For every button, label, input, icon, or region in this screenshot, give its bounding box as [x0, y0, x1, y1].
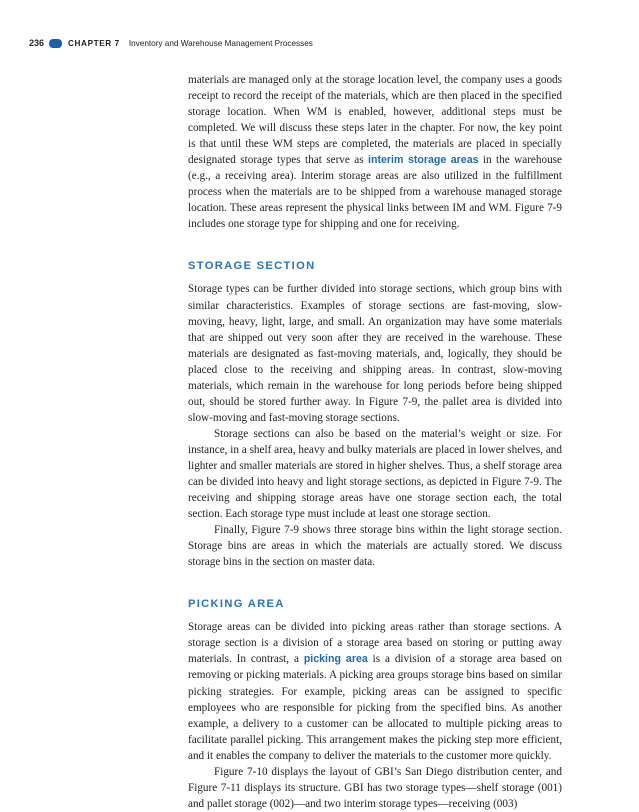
- chapter-label: CHAPTER 7: [68, 38, 120, 48]
- paragraph: Storage types can be further divided into storage sections, which group bins with similar characteristics. Examples of storage sections are fast-moving, slow-moving, heavy, light, large, and small. An organization may have some materials that are shipped out very soon after they are received in the warehouse. These materials are designated as fast-moving materials, and, logically, they should be placed close to the receiving and shipping areas. In contrast, slow-moving materials, which remain in the warehouse for long periods before being shipped out, should be stored further away. In Figure 7-9, the pallet area is divided into slow-moving and fast-moving storage sections.: [188, 283, 562, 424]
- section-heading-storage-section: STORAGE SECTION: [188, 260, 316, 273]
- text-run: in the warehouse (e.g., a receiving area). Interim storage areas are also utilized in the fulfillment process when the materials are to be shipped from a warehouse managed storage location. These areas represent the physical links between IM and WM. Figure 7-9 includes one storage type for shipping and one for receiving.: [188, 154, 562, 231]
- running-head: [29, 35, 313, 51]
- body-text: [188, 72, 562, 812]
- text-run: Storage areas can be divided into picking areas rather than storage sections. A storage section is a division of a storage area based on storing or putting away materials. In contrast, a: [188, 621, 562, 666]
- paragraph: Finally, Figure 7-9 shows three storage bins within the light storage section. Storage bins are areas in which the materials are actually stored. We discuss storage bins in the section on master data.: [188, 524, 562, 569]
- text-run: materials are managed only at the storage location level, the company uses a goods receipt to record the receipt of the materials, which are then placed in the specified storage location. When WM is enabled, however, additional steps must be completed. We will discuss these steps later in the chapter. For now, the key point is that until these WM steps are completed, the materials are placed in specially designated storage types that serve as: [188, 74, 562, 167]
- text-run: is a division of a storage area based on removing or picking materials. A picking area groups storage bins based on similar picking strategies. For example, picking areas can be assigned to specific employees who are responsible for picking from the specified bins. As another example, a delivery to a customer can be allocated to multiple picking areas to facilitate parallel picking. This arrangement makes the picking step more efficient, and it enables the company to deliver the materials to the customer more quickly.: [188, 653, 563, 762]
- key-term-interim-storage-areas: interim storage areas: [368, 154, 479, 167]
- chapter-title: Inventory and Warehouse Management Processes: [128, 38, 313, 48]
- section-heading-picking-area: PICKING AREA: [188, 598, 285, 611]
- paragraph-picking-area: [188, 619, 562, 763]
- page-number: 236: [29, 38, 45, 48]
- paragraph: Storage sections can also be based on the material’s weight or size. For instance, in a shelf area, heavy and bulky materials are placed in lower shelves, and lighter and smaller materials are stored in higher shelves. Thus, a shelf storage area can be divided into heavy and light storage sections, as depicted in Figure 7-9. The receiving and shipping storage areas have one storage section each, the total section. Each storage type must include at least one storage section.: [188, 427, 562, 521]
- paragraph-interim-storage: [188, 72, 562, 232]
- bullet-dot-icon: [49, 39, 62, 48]
- key-term-picking-area: picking area: [303, 653, 368, 666]
- paragraph: Figure 7-10 displays the layout of GBI’s San Diego distribution center, and Figure 7-11 displays its structure. GBI has two storage types—shelf storage (001) and pallet storage (002)—and two interim storage types—receiving (003): [188, 765, 562, 810]
